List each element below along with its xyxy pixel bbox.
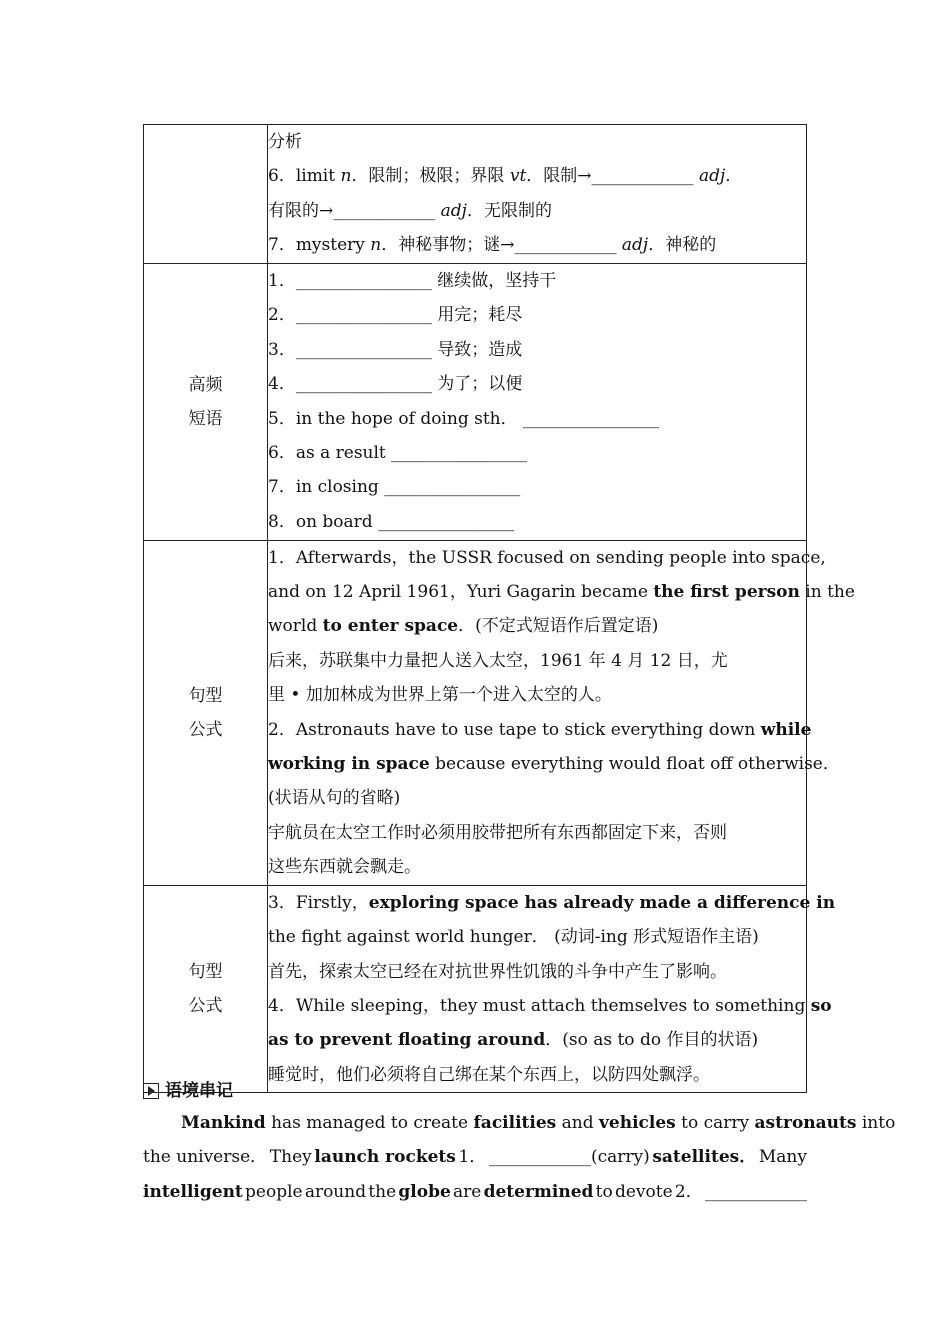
sentence-line: (状语从句的省略) bbox=[268, 788, 401, 809]
translation-line: 里 • 加加林成为世界上第一个进入太空的人。 bbox=[268, 685, 612, 706]
blank[interactable]: ____________ bbox=[704, 1181, 807, 1202]
content-cell bbox=[268, 125, 807, 264]
sentence-line: working in space because everything would float off otherwise． bbox=[268, 754, 840, 775]
blank[interactable]: ________________ bbox=[378, 511, 515, 532]
table-row bbox=[144, 885, 807, 1092]
category-label: 公式 bbox=[188, 719, 223, 740]
text-line: 有限的→____________ adj．无限制的 bbox=[268, 200, 552, 221]
category-cell bbox=[144, 125, 268, 264]
category-label: 高频 bbox=[188, 374, 223, 395]
phrase-item: 6．as a result ________________ bbox=[268, 443, 528, 464]
context-paragraph bbox=[143, 1106, 896, 1209]
paragraph-line: the universe． They launch rockets 1． ____________(carry) satellites． Many bbox=[143, 1140, 807, 1174]
blank[interactable]: ________________ bbox=[295, 305, 432, 326]
blank[interactable]: ________________ bbox=[391, 443, 528, 464]
sentence-line: 1．Afterwards，the USSR focused on sending people into space, bbox=[268, 547, 826, 568]
sentence-line: as to prevent floating around．(so as to do 作目的状语) bbox=[268, 1030, 759, 1051]
blank[interactable]: ________________ bbox=[295, 339, 432, 360]
phrase-item: 7．in closing ________________ bbox=[268, 477, 521, 498]
content-cell bbox=[268, 885, 836, 1092]
phrase-item: 8．on board ________________ bbox=[268, 511, 515, 532]
blank[interactable]: ________________ bbox=[384, 477, 521, 498]
sentence-line: and on 12 April 1961，Yuri Gagarin became the first person in the bbox=[268, 582, 855, 603]
section-heading bbox=[143, 1080, 233, 1102]
translation-line: 宇航员在太空工作时必须用胶带把所有东西都固定下来，否则 bbox=[268, 822, 727, 843]
sentence-line: the fight against world hunger． (动词-ing 形式短语作主语) bbox=[268, 927, 759, 948]
text-line: 6．limit n．限制；极限；界限 vt．限制→____________ adj． bbox=[268, 166, 743, 187]
sentence-line: 3．Firstly，exploring space has already made a difference in bbox=[268, 892, 836, 913]
category-cell bbox=[144, 540, 268, 885]
blank[interactable]: ________________ bbox=[295, 271, 432, 291]
category-label: 句型 bbox=[188, 961, 223, 982]
category-label: 公式 bbox=[188, 995, 223, 1016]
blank[interactable]: ____________(carry) bbox=[488, 1147, 650, 1168]
content-cell bbox=[268, 263, 807, 540]
play-triangle-icon bbox=[143, 1083, 159, 1099]
phrase-item: 4．________________ 为了；以便 bbox=[268, 374, 523, 395]
phrase-item: 3．________________ 导致；造成 bbox=[268, 339, 523, 360]
vocabulary-table bbox=[143, 124, 855, 1093]
category-cell bbox=[144, 885, 268, 1092]
section-title: 语境串记 bbox=[165, 1081, 233, 1101]
sentence-line: 4．While sleeping，they must attach themselves to something so bbox=[268, 995, 832, 1016]
category-cell bbox=[144, 263, 268, 540]
blank[interactable]: ____________ bbox=[333, 200, 436, 221]
table-row bbox=[144, 540, 807, 885]
category-label: 短语 bbox=[188, 408, 223, 429]
blank[interactable]: ________________ bbox=[523, 408, 660, 429]
phrase-item: 5．in the hope of doing sth． ________________ bbox=[268, 408, 660, 429]
table-row bbox=[144, 125, 807, 264]
translation-line: 后来，苏联集中力量把人送入太空，1961 年 4 月 12 日，尤 bbox=[268, 650, 728, 671]
translation-line: 睡觉时，他们必须将自己绑在某个东西上，以防四处飘浮。 bbox=[268, 1064, 710, 1085]
content-cell bbox=[268, 540, 855, 885]
blank[interactable]: ________________ bbox=[295, 374, 432, 395]
text-line: 7．mystery n．神秘事物；谜→____________ adj．神秘的 bbox=[268, 235, 717, 256]
category-label: 句型 bbox=[188, 685, 223, 706]
sentence-line: 2．Astronauts have to use tape to stick everything down while bbox=[268, 719, 812, 740]
phrase-item: 2．________________ 用完；耗尽 bbox=[268, 305, 523, 326]
blank[interactable]: ____________ bbox=[514, 235, 617, 256]
translation-line: 首先，探索太空已经在对抗世界性饥饿的斗争中产生了影响。 bbox=[268, 961, 727, 982]
sentence-line: world to enter space．(不定式短语作后置定语) bbox=[268, 616, 659, 637]
table-row bbox=[144, 263, 807, 540]
blank[interactable]: ____________ bbox=[591, 166, 694, 187]
phrase-item: 1．________________ 继续做，坚持干 bbox=[268, 271, 557, 291]
translation-line: 这些东西就会飘走。 bbox=[268, 857, 421, 878]
paragraph-line: intelligent people around the globe are determined to devote 2． ____________ bbox=[143, 1175, 807, 1209]
paragraph-line: Mankind has managed to create facilities and vehicles to carry astronauts into bbox=[181, 1113, 896, 1133]
text-line: 分析 bbox=[268, 132, 302, 152]
